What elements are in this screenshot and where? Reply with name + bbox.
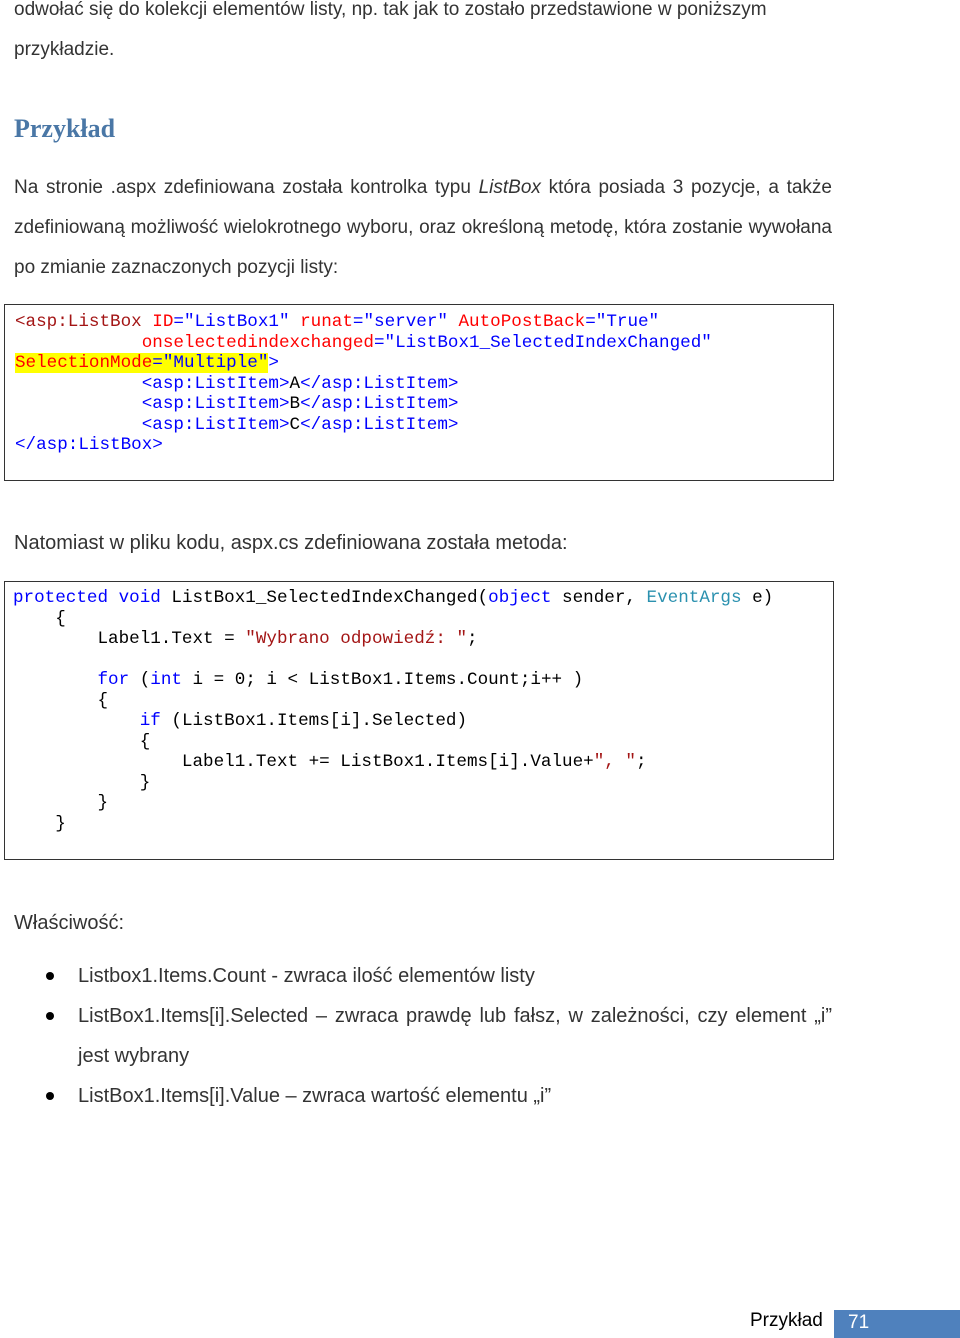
code-line: {	[13, 608, 66, 629]
list-item: ListBox1.Items[i].Value – zwraca wartość elementu „i”	[0, 1076, 832, 1116]
code-indent	[15, 374, 142, 394]
code-token: onselectedindexchanged	[141, 332, 374, 353]
code-token: Label1.Text =	[13, 629, 246, 649]
code-token: </asp:ListBox>	[15, 435, 163, 455]
list-item-value: A	[289, 373, 301, 394]
code-line: }	[13, 772, 151, 793]
code-token: "ListBox1_SelectedIndexChanged"	[384, 332, 712, 353]
list-item: Listbox1.Items.Count - zwraca ilość elementów listy	[0, 956, 832, 996]
description-emphasis: ListBox	[478, 177, 541, 198]
code-token: ;	[467, 629, 478, 649]
code-token: <asp:ListItem>	[141, 373, 290, 394]
code-token: int	[150, 670, 182, 690]
description-part-2: która posiada 3 pozycje, a także zdefiniowaną możliwość wielokrotnego wyboru, oraz określoną metodę, która zostanie wywołana po zmianie zaznaczonych pozycji listy:	[14, 177, 832, 278]
code-token: protected	[13, 588, 109, 608]
code-indent	[15, 415, 142, 435]
description-paragraph	[14, 168, 832, 288]
code-token: AutoPostBack	[447, 312, 586, 332]
code-token: "Multiple"	[162, 353, 269, 373]
code-line: }	[13, 793, 109, 813]
intro-line-2: przykładzie.	[14, 39, 115, 60]
code-token: Label1.Text += ListBox1.Items[i].Value+	[13, 752, 594, 772]
code-token: =	[173, 312, 184, 332]
code-token: "True"	[595, 312, 660, 332]
code-token: if	[139, 711, 161, 731]
code-token: runat	[289, 312, 353, 332]
intro-line-1: odwołać się do kolekcji elementów listy, np. tak jak to zostało przedstawione w poniższym	[14, 0, 767, 20]
markup-code	[15, 312, 712, 456]
list-item-value: B	[289, 394, 301, 414]
code-token: (	[129, 670, 151, 690]
list-item-value: C	[289, 414, 301, 435]
footer-section-label: Przykład	[750, 1310, 823, 1331]
code-line: {	[13, 690, 109, 711]
code-token: =	[585, 312, 596, 332]
code-token: SelectionMode	[15, 353, 153, 373]
code-indent	[15, 333, 142, 353]
code-token: "ListBox1"	[183, 312, 290, 332]
description-part-1: Na stronie .aspx zdefiniowana została kontrolka typu	[14, 177, 479, 198]
code-token: </asp:ListItem>	[300, 373, 459, 394]
highlighted-selection-mode	[15, 353, 268, 373]
code-token: <asp:ListItem>	[141, 414, 290, 435]
code-token: ", "	[593, 752, 636, 772]
code-token: sender,	[551, 588, 647, 608]
codebehind-label: Natomiast w pliku kodu, aspx.cs zdefiniowana została metoda:	[14, 532, 568, 554]
code-token: =	[152, 353, 163, 373]
properties-list	[0, 956, 832, 1116]
code-token: "server"	[363, 312, 448, 332]
code-token: void	[118, 588, 161, 608]
list-item: ListBox1.Items[i].Selected – zwraca prawdę lub fałsz, w zależności, czy element „i” jest wybrany	[0, 996, 832, 1076]
page-number: 71	[834, 1310, 960, 1338]
code-token: </asp:ListItem>	[300, 414, 459, 435]
markup-code-box	[4, 304, 834, 481]
code-token: <asp:ListItem>	[141, 394, 290, 414]
csharp-code	[13, 588, 773, 834]
intro-text	[14, 0, 832, 70]
code-token: <asp:ListBox	[15, 312, 142, 332]
code-token: </asp:ListItem>	[300, 394, 459, 414]
properties-label: Właściwość:	[14, 912, 125, 934]
code-token: i = 0; i < ListBox1.Items.Count;i++ )	[181, 670, 584, 690]
code-token: object	[488, 588, 552, 608]
code-token: ;	[635, 752, 647, 772]
code-token: =	[373, 332, 385, 353]
section-heading: Przykład	[14, 114, 116, 143]
csharp-code-box	[4, 581, 834, 860]
code-token: >	[268, 353, 279, 373]
code-token: (ListBox1.Items[i].Selected)	[160, 711, 468, 731]
code-line: {	[13, 731, 151, 752]
code-token: ID	[141, 312, 174, 332]
code-indent	[15, 394, 142, 414]
code-token: ListBox1_SelectedIndexChanged(	[171, 588, 489, 608]
code-token: for	[97, 670, 130, 690]
code-token: "Wybrano odpowiedź: "	[245, 629, 467, 649]
code-token: EventArgs	[646, 588, 742, 608]
code-token: =	[352, 312, 364, 332]
code-token: e)	[741, 588, 774, 608]
code-line: }	[13, 813, 66, 834]
